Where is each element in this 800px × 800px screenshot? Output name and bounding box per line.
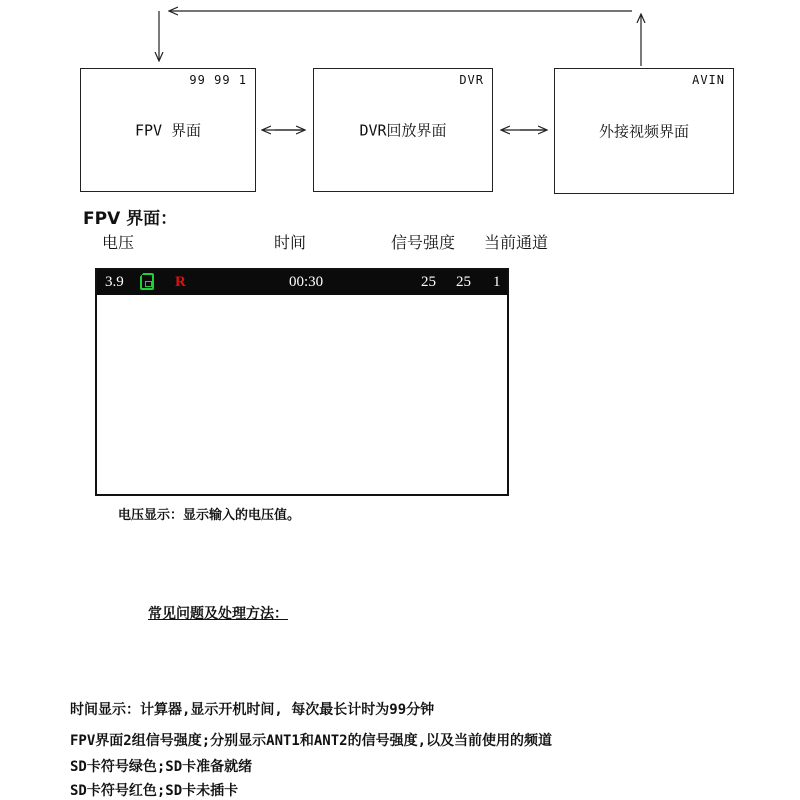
voltage-note: 电压显示：显示输入的电压值。: [118, 508, 301, 523]
desc-line: 时间显示：计算器,显示开机时间, 每次最长计时为99分钟: [70, 702, 435, 718]
fpv-heading: FPV 界面：: [83, 209, 178, 229]
desc-line: FPV界面2组信号强度;分别显示ANT1和ANT2的信号强度,以及当前使用的频道: [70, 733, 553, 749]
box-title: DVR回放界面: [359, 121, 447, 140]
osd-record-flag: R: [175, 274, 186, 290]
label-voltage: 电压: [102, 233, 135, 252]
osd-signal-2: 25: [456, 274, 471, 290]
osd-time: 00:30: [289, 274, 324, 290]
box-title: FPV 界面: [134, 121, 202, 140]
box-title: 外接视频界面: [598, 122, 689, 141]
desc-line: SD卡符号绿色;SD卡准备就绪: [70, 759, 253, 775]
box-tag: 99 99 1: [189, 73, 247, 87]
box-tag: DVR: [459, 73, 484, 87]
fpv-screen: [95, 268, 509, 496]
label-time: 时间: [274, 233, 307, 252]
box-avin: [554, 68, 734, 194]
box-fpv: [80, 68, 256, 192]
osd-channel: 1: [493, 274, 501, 290]
faq-title: 常见问题及处理方法：: [148, 606, 288, 622]
sd-card-icon: [140, 273, 154, 290]
label-signal: 信号强度: [391, 233, 456, 252]
label-channel: 当前通道: [484, 233, 549, 252]
loop-arrow: [159, 11, 641, 66]
desc-line: SD卡符号红色;SD卡未插卡: [70, 783, 239, 799]
osd-bar: [97, 270, 507, 295]
osd-voltage: 3.9: [105, 274, 124, 290]
box-tag: AVIN: [692, 73, 725, 87]
box-dvr: [313, 68, 493, 192]
osd-signal-1: 25: [421, 274, 436, 290]
